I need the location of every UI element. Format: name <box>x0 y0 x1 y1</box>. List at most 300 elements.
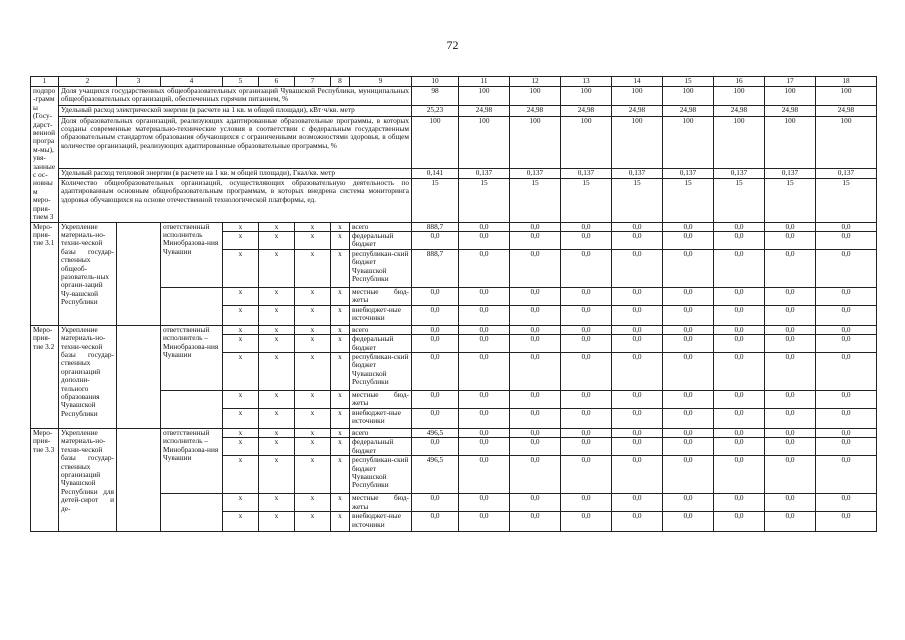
funding-value: 0,0 <box>663 390 714 408</box>
funding-source: республикан-ский бюджет Чувашской Республики <box>350 249 412 287</box>
funding-value: 0,0 <box>816 438 877 456</box>
indicator-row <box>31 178 877 222</box>
funding-value: 0,0 <box>714 305 765 325</box>
indicator-value: 15 <box>714 178 765 222</box>
budget-code: x <box>223 231 259 249</box>
budget-code: x <box>331 352 350 390</box>
funding-value: 0,0 <box>510 287 561 305</box>
indicator-value: 0,137 <box>714 168 765 178</box>
budget-code: x <box>295 456 331 494</box>
funding-value: 0,0 <box>765 249 816 287</box>
funding-value: 0,0 <box>765 305 816 325</box>
budget-code: x <box>331 249 350 287</box>
budget-code: x <box>295 438 331 456</box>
col-header: 15 <box>663 77 714 87</box>
budget-code: x <box>331 231 350 249</box>
funding-value: 0,0 <box>412 390 459 408</box>
budget-code: x <box>223 325 259 334</box>
funding-value: 0,0 <box>459 494 510 512</box>
funding-source: внебюджет-ные источники <box>350 305 412 325</box>
funding-value: 496,5 <box>412 428 459 437</box>
funding-value: 0,0 <box>816 335 877 353</box>
indicator-value: 24,98 <box>663 106 714 116</box>
funding-value: 0,0 <box>561 249 612 287</box>
col-header: 8 <box>331 77 350 87</box>
funding-value: 0,0 <box>561 428 612 437</box>
funding-value: 0,0 <box>714 438 765 456</box>
indicator-value: 100 <box>612 87 663 106</box>
event-label: Меро-прия-тие 3.3 <box>31 428 59 531</box>
indicator-value: 100 <box>714 87 765 106</box>
event-executor: ответственный исполнитель Минобразова-ния Чувашии <box>161 222 223 287</box>
funding-value: 0,0 <box>816 249 877 287</box>
funding-value: 0,0 <box>816 408 877 428</box>
funding-value: 0,0 <box>612 390 663 408</box>
funding-value: 0,0 <box>714 287 765 305</box>
indicator-value: 15 <box>816 178 877 222</box>
col-header: 3 <box>117 77 161 87</box>
funding-value: 0,0 <box>459 428 510 437</box>
col-header: 16 <box>714 77 765 87</box>
funding-value: 0,0 <box>816 222 877 231</box>
funding-value: 0,0 <box>412 494 459 512</box>
funding-value: 0,0 <box>765 335 816 353</box>
budget-code: x <box>259 249 295 287</box>
budget-code: x <box>259 494 295 512</box>
budget-code: x <box>295 408 331 428</box>
funding-value: 0,0 <box>510 231 561 249</box>
funding-value: 0,0 <box>412 352 459 390</box>
budget-code: x <box>331 305 350 325</box>
funding-value: 0,0 <box>459 408 510 428</box>
funding-value: 0,0 <box>412 305 459 325</box>
indicator-value: 15 <box>663 178 714 222</box>
budget-code: x <box>295 305 331 325</box>
col-header: 10 <box>412 77 459 87</box>
funding-value: 0,0 <box>816 494 877 512</box>
funding-source: федеральный бюджет <box>350 335 412 353</box>
budget-code: x <box>295 222 331 231</box>
funding-value: 0,0 <box>510 512 561 532</box>
funding-value: 0,0 <box>663 438 714 456</box>
funding-value: 0,0 <box>510 325 561 334</box>
funding-source: внебюджет-ные источники <box>350 408 412 428</box>
event-executor: ответственный исполнитель – Минобразова-ния Чувашии <box>161 325 223 390</box>
funding-value: 0,0 <box>765 287 816 305</box>
budget-code: x <box>295 287 331 305</box>
funding-value: 0,0 <box>510 335 561 353</box>
indicator-value: 0,137 <box>459 168 510 178</box>
indicator-text: Удельный расход тепловой энергии (в расчете на 1 кв. м общей площади), Гкал/кв. метр <box>59 168 412 178</box>
funding-value: 0,0 <box>714 494 765 512</box>
funding-source: местные бюд-жеты <box>350 287 412 305</box>
budget-code: x <box>331 408 350 428</box>
funding-value: 0,0 <box>663 249 714 287</box>
financing-row <box>31 222 877 231</box>
indicator-value: 24,98 <box>714 106 765 116</box>
program-table <box>30 76 877 532</box>
funding-value: 0,0 <box>765 456 816 494</box>
indicator-value: 100 <box>412 116 459 168</box>
funding-value: 0,0 <box>714 249 765 287</box>
funding-value: 0,0 <box>510 438 561 456</box>
funding-value: 0,0 <box>459 390 510 408</box>
funding-value: 0,0 <box>459 287 510 305</box>
indicator-value: 0,137 <box>765 168 816 178</box>
col-header: 7 <box>295 77 331 87</box>
budget-code: x <box>331 494 350 512</box>
funding-value: 0,0 <box>412 287 459 305</box>
financing-row <box>31 325 877 334</box>
funding-value: 0,0 <box>561 512 612 532</box>
indicator-value: 100 <box>510 116 561 168</box>
event-title: Укрепление материаль-но-техни-ческой базы государ-ственных организаций Чувашской Республики для детей-сирот и де- <box>59 428 117 531</box>
indicator-value: 100 <box>816 87 877 106</box>
funding-value: 0,0 <box>510 428 561 437</box>
indicator-value: 98 <box>412 87 459 106</box>
budget-code: x <box>331 335 350 353</box>
funding-value: 0,0 <box>663 352 714 390</box>
indicator-value: 0,137 <box>663 168 714 178</box>
funding-value: 0,0 <box>816 231 877 249</box>
funding-value: 0,0 <box>612 231 663 249</box>
indicator-value: 24,98 <box>459 106 510 116</box>
funding-value: 0,0 <box>714 408 765 428</box>
budget-code: x <box>223 335 259 353</box>
budget-code: x <box>295 249 331 287</box>
funding-value: 0,0 <box>714 390 765 408</box>
funding-value: 0,0 <box>816 512 877 532</box>
funding-value: 0,0 <box>459 305 510 325</box>
page-number: 72 <box>446 38 459 52</box>
funding-value: 0,0 <box>510 222 561 231</box>
indicator-value: 25,23 <box>412 106 459 116</box>
col-header: 18 <box>816 77 877 87</box>
indicator-value: 100 <box>561 87 612 106</box>
budget-code: x <box>331 390 350 408</box>
funding-value: 0,0 <box>612 428 663 437</box>
funding-value: 0,0 <box>714 456 765 494</box>
event-title: Укрепление материаль-но-техни-ческой базы государ-ственных общеоб-разователь-ных органи-заций Чу-вашской Республики <box>59 222 117 325</box>
funding-value: 0,0 <box>663 456 714 494</box>
funding-source: всего <box>350 428 412 437</box>
budget-code: x <box>295 325 331 334</box>
indicator-value: 0,137 <box>612 168 663 178</box>
budget-code: x <box>295 231 331 249</box>
indicator-value: 100 <box>765 87 816 106</box>
funding-value: 0,0 <box>412 325 459 334</box>
funding-value: 0,0 <box>459 438 510 456</box>
indicator-value: 15 <box>561 178 612 222</box>
budget-code: x <box>295 390 331 408</box>
budget-code: x <box>259 231 295 249</box>
funding-value: 0,0 <box>459 335 510 353</box>
funding-value: 0,0 <box>561 438 612 456</box>
budget-code: x <box>331 428 350 437</box>
funding-value: 0,0 <box>663 305 714 325</box>
funding-value: 0,0 <box>663 335 714 353</box>
col-header: 5 <box>223 77 259 87</box>
funding-value: 0,0 <box>663 494 714 512</box>
budget-code: x <box>331 456 350 494</box>
funding-value: 0,0 <box>765 408 816 428</box>
event-label: Меро-прия-тие 3.1 <box>31 222 59 325</box>
funding-value: 0,0 <box>765 325 816 334</box>
funding-value: 0,0 <box>510 249 561 287</box>
indicator-value: 0,137 <box>816 168 877 178</box>
col-header: 12 <box>510 77 561 87</box>
budget-code: x <box>223 287 259 305</box>
funding-value: 0,0 <box>510 390 561 408</box>
funding-value: 0,0 <box>816 428 877 437</box>
funding-value: 0,0 <box>612 325 663 334</box>
budget-code: x <box>223 456 259 494</box>
funding-source: всего <box>350 325 412 334</box>
funding-value: 0,0 <box>412 438 459 456</box>
funding-value: 0,0 <box>612 512 663 532</box>
funding-source: федеральный бюджет <box>350 438 412 456</box>
funding-value: 0,0 <box>510 494 561 512</box>
budget-code: x <box>223 512 259 532</box>
funding-value: 0,0 <box>714 428 765 437</box>
budget-code: x <box>259 335 295 353</box>
funding-value: 888,7 <box>412 222 459 231</box>
event-title: Укрепление материаль-но-техни-ческой базы государ-ственных организаций дополни-тельного образования Чувашской Республики <box>59 325 117 428</box>
col-header: 6 <box>259 77 295 87</box>
budget-code: x <box>295 352 331 390</box>
indicator-row <box>31 116 877 168</box>
funding-value: 0,0 <box>459 249 510 287</box>
funding-value: 0,0 <box>561 222 612 231</box>
funding-value: 0,0 <box>765 428 816 437</box>
col-header: 13 <box>561 77 612 87</box>
funding-value: 0,0 <box>663 325 714 334</box>
indicator-value: 15 <box>765 178 816 222</box>
budget-code: x <box>259 438 295 456</box>
budget-code: x <box>331 222 350 231</box>
funding-value: 0,0 <box>663 287 714 305</box>
col-header: 14 <box>612 77 663 87</box>
budget-code: x <box>331 287 350 305</box>
indicator-value: 24,98 <box>561 106 612 116</box>
indicator-value: 100 <box>612 116 663 168</box>
funding-value: 0,0 <box>714 325 765 334</box>
indicator-value: 0,137 <box>561 168 612 178</box>
indicator-text: Доля учащихся государственных общеобразовательных организаций Чувашской Республики, муниципальных общеобразовательных организаций, обеспеченных горячим питанием, % <box>59 87 412 106</box>
funding-value: 0,0 <box>561 494 612 512</box>
indicator-value: 15 <box>612 178 663 222</box>
indicator-value: 100 <box>816 116 877 168</box>
funding-value: 0,0 <box>714 352 765 390</box>
indicator-value: 24,98 <box>612 106 663 116</box>
funding-value: 0,0 <box>816 456 877 494</box>
event-empty-cell <box>117 325 161 428</box>
funding-value: 0,0 <box>765 438 816 456</box>
funding-value: 0,0 <box>510 305 561 325</box>
funding-value: 0,0 <box>663 222 714 231</box>
indicator-value: 15 <box>510 178 561 222</box>
indicator-value: 100 <box>459 87 510 106</box>
indicator-text: Удельный расход электрической энергии (в расчете на 1 кв. м общей площади), кВт·ч/кв. метр <box>59 106 412 116</box>
funding-value: 0,0 <box>612 249 663 287</box>
funding-value: 0,0 <box>663 408 714 428</box>
funding-value: 0,0 <box>765 512 816 532</box>
funding-value: 0,0 <box>612 222 663 231</box>
funding-value: 0,0 <box>561 390 612 408</box>
indicator-text: Доля образовательных организаций, реализующих адаптированные образовательные программы, в которых созданы современные материально-технические условия в соответствии с федеральным государственным образовательным стандартом образования обучающихся с ограниченными возможностями здоровья, в общем количестве организаций, реализующих адаптированные образовательные программы, % <box>59 116 412 168</box>
indicator-value: 100 <box>765 116 816 168</box>
funding-value: 496,5 <box>412 456 459 494</box>
funding-value: 0,0 <box>459 231 510 249</box>
indicator-value: 24,98 <box>765 106 816 116</box>
funding-value: 0,0 <box>765 222 816 231</box>
funding-value: 0,0 <box>459 456 510 494</box>
budget-code: x <box>259 352 295 390</box>
funding-value: 0,0 <box>765 494 816 512</box>
funding-value: 0,0 <box>510 352 561 390</box>
budget-code: x <box>223 249 259 287</box>
budget-code: x <box>259 222 295 231</box>
funding-value: 0,0 <box>714 222 765 231</box>
event-label: Меро-прия-тие 3.2 <box>31 325 59 428</box>
funding-value: 0,0 <box>612 352 663 390</box>
budget-code: x <box>331 438 350 456</box>
funding-value: 0,0 <box>816 352 877 390</box>
funding-source: всего <box>350 222 412 231</box>
budget-code: x <box>295 512 331 532</box>
funding-value: 0,0 <box>412 512 459 532</box>
event-executor-empty <box>161 287 223 325</box>
indicator-row <box>31 87 877 106</box>
indicator-value: 100 <box>510 87 561 106</box>
col-header: 4 <box>161 77 223 87</box>
budget-code: x <box>295 494 331 512</box>
col-header: 17 <box>765 77 816 87</box>
funding-value: 0,0 <box>459 512 510 532</box>
funding-value: 0,0 <box>816 325 877 334</box>
event-empty-cell <box>117 428 161 531</box>
budget-code: x <box>223 408 259 428</box>
financing-row <box>31 428 877 437</box>
funding-value: 0,0 <box>561 408 612 428</box>
budget-code: x <box>331 512 350 532</box>
funding-value: 0,0 <box>459 222 510 231</box>
funding-value: 0,0 <box>561 456 612 494</box>
budget-code: x <box>223 305 259 325</box>
funding-value: 0,0 <box>663 231 714 249</box>
funding-value: 0,0 <box>412 408 459 428</box>
budget-code: x <box>259 456 295 494</box>
funding-source: местные бюд-жеты <box>350 494 412 512</box>
indicator-value: 100 <box>561 116 612 168</box>
funding-value: 0,0 <box>510 456 561 494</box>
indicator-row <box>31 168 877 178</box>
budget-code: x <box>223 352 259 390</box>
budget-code: x <box>259 428 295 437</box>
funding-value: 0,0 <box>714 512 765 532</box>
budget-code: x <box>295 428 331 437</box>
event-executor-empty <box>161 390 223 428</box>
indicator-row <box>31 106 877 116</box>
funding-value: 888,7 <box>412 249 459 287</box>
budget-code: x <box>259 305 295 325</box>
column-number-row <box>31 77 877 87</box>
indicator-text: Количество общеобразовательных организаций, осуществляющих образовательную деятельность по адаптированным основным общеобразовательным программам, в которых внедрена система мониторинга здоровья обучающихся на основе отечественной технологической платформы, ед. <box>59 178 412 222</box>
funding-source: республикан-ский бюджет Чувашской Республики <box>350 456 412 494</box>
budget-code: x <box>259 287 295 305</box>
funding-value: 0,0 <box>663 512 714 532</box>
funding-value: 0,0 <box>510 408 561 428</box>
budget-code: x <box>259 512 295 532</box>
budget-code: x <box>295 335 331 353</box>
budget-code: x <box>331 325 350 334</box>
funding-value: 0,0 <box>412 335 459 353</box>
funding-source: местные бюд-жеты <box>350 390 412 408</box>
funding-value: 0,0 <box>765 231 816 249</box>
funding-source: внебюджет-ные источники <box>350 512 412 532</box>
funding-value: 0,0 <box>561 325 612 334</box>
funding-value: 0,0 <box>765 352 816 390</box>
indicator-value: 24,98 <box>510 106 561 116</box>
funding-value: 0,0 <box>765 390 816 408</box>
funding-value: 0,0 <box>714 335 765 353</box>
funding-value: 0,0 <box>663 428 714 437</box>
indicator-value: 100 <box>714 116 765 168</box>
funding-value: 0,0 <box>612 456 663 494</box>
col-header: 11 <box>459 77 510 87</box>
funding-source: республикан-ский бюджет Чувашской Республики <box>350 352 412 390</box>
indicator-value: 100 <box>663 116 714 168</box>
col-header: 2 <box>59 77 117 87</box>
funding-value: 0,0 <box>459 352 510 390</box>
indicator-value: 15 <box>459 178 510 222</box>
indicator-value: 0,141 <box>412 168 459 178</box>
funding-value: 0,0 <box>612 494 663 512</box>
funding-value: 0,0 <box>612 438 663 456</box>
funding-source: федеральный бюджет <box>350 231 412 249</box>
subprogram-label: подпро-граммы (Госу-дарст-венной програм-мы), увя-занные с ос-новным меро-прия-тием 3 <box>31 87 59 223</box>
funding-value: 0,0 <box>412 231 459 249</box>
budget-code: x <box>223 390 259 408</box>
funding-value: 0,0 <box>714 231 765 249</box>
funding-value: 0,0 <box>561 231 612 249</box>
indicator-value: 15 <box>412 178 459 222</box>
col-header: 1 <box>31 77 59 87</box>
funding-value: 0,0 <box>816 390 877 408</box>
indicator-value: 100 <box>459 116 510 168</box>
funding-value: 0,0 <box>816 305 877 325</box>
funding-value: 0,0 <box>612 408 663 428</box>
funding-value: 0,0 <box>561 305 612 325</box>
indicator-value: 24,98 <box>816 106 877 116</box>
budget-code: x <box>223 494 259 512</box>
budget-code: x <box>223 438 259 456</box>
budget-code: x <box>223 428 259 437</box>
budget-code: x <box>223 222 259 231</box>
funding-value: 0,0 <box>612 287 663 305</box>
event-empty-cell <box>117 222 161 325</box>
funding-value: 0,0 <box>561 287 612 305</box>
funding-value: 0,0 <box>561 335 612 353</box>
budget-code: x <box>259 408 295 428</box>
event-executor-empty <box>161 494 223 532</box>
event-executor: ответственный исполнитель – Минобразова-ния Чувашии <box>161 428 223 493</box>
indicator-value: 100 <box>663 87 714 106</box>
funding-value: 0,0 <box>816 287 877 305</box>
funding-value: 0,0 <box>459 325 510 334</box>
funding-value: 0,0 <box>612 335 663 353</box>
indicator-value: 0,137 <box>510 168 561 178</box>
